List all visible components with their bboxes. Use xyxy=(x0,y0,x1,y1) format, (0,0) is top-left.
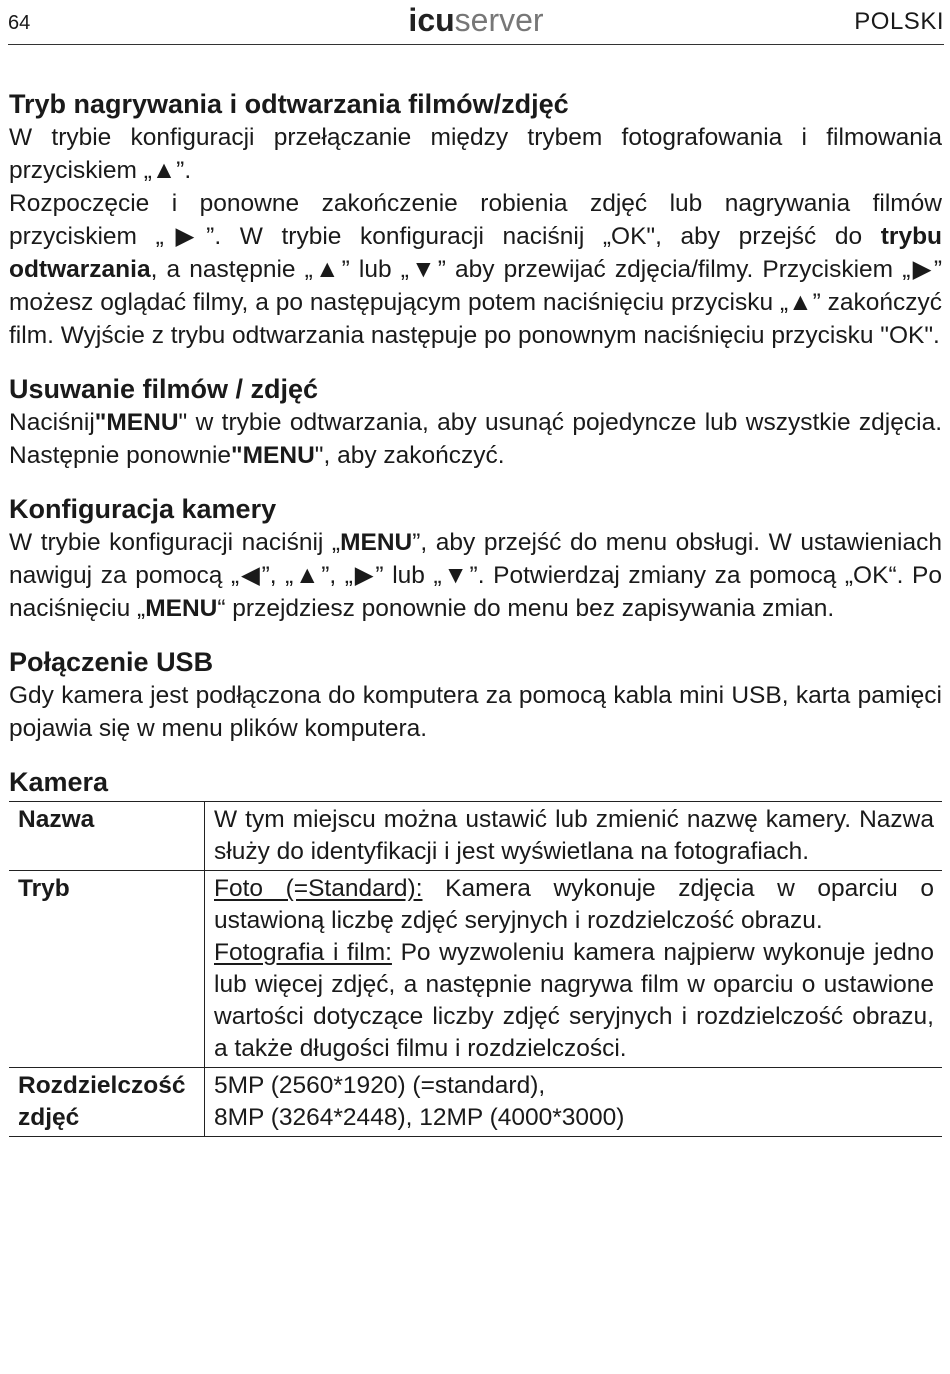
section-camera xyxy=(9,765,942,1137)
section-camera-config xyxy=(9,492,942,625)
bold-term: trybu odtwarzania xyxy=(9,223,942,283)
table-row xyxy=(9,1068,942,1137)
bold-term: "MENU xyxy=(94,409,179,436)
bold-term: MENU xyxy=(340,529,413,556)
text-run: Rozpoczęcie i ponowne zakończenie robienia zdjęć lub nagrywania filmów przyciskiem „▶”. W trybie konfiguracji naciśnij „OK", aby przejść do xyxy=(9,190,942,250)
row-label xyxy=(9,1068,205,1137)
section-title: Kamera xyxy=(9,767,109,797)
mode-photo xyxy=(214,873,934,937)
row-label: Nazwa xyxy=(9,802,205,871)
paragraph xyxy=(9,406,942,472)
logo-bold: icu xyxy=(408,2,455,38)
row-value xyxy=(205,871,943,1068)
section-title: Połączenie USB xyxy=(9,647,214,677)
underlined-term: Fotografia i film: xyxy=(214,939,392,966)
text-run: " w trybie odtwarzania, aby usunąć pojedyncze lub wszystkie zdjęcia. Następnie ponownie xyxy=(9,409,942,469)
section-title: Usuwanie filmów / zdjęć xyxy=(9,374,319,404)
row-value xyxy=(205,1068,943,1137)
text-run: Kamera wykonuje zdjęcia w oparciu o ustawioną liczbę zdjęć seryjnych i rozdzielczość obrazu. xyxy=(214,875,934,934)
mode-photo-video xyxy=(214,937,934,1065)
bold-term: MENU xyxy=(145,595,218,622)
table-row xyxy=(9,802,942,871)
language-label: POLSKI xyxy=(854,8,944,35)
paragraph: W trybie konfiguracji przełączanie między trybem fotografowania i filmowania przyciskiem „▲”. xyxy=(9,124,942,184)
row-value: W tym miejscu można ustawić lub zmienić nazwę kamery. Nazwa służy do identyfikacji i jest wyświetlana na fotografiach. xyxy=(214,806,934,865)
section-title: Konfiguracja kamery xyxy=(9,494,277,524)
text-run: , a następnie „▲” lub „▼” aby przewijać zdjęcia/filmy. Przyciskiem „▶” możesz oglądać filmy, a po następującym potem naciśnięciu przycisku „▲” zakończyć film. Wyjście z trybu odtwarzania następuje po ponownym naciśnięciu przycisku "OK". xyxy=(9,256,942,349)
logo-light: server xyxy=(454,2,544,38)
label-line: Rozdzielczość xyxy=(18,1072,186,1099)
text-run: ", aby zakończyć. xyxy=(314,442,505,469)
text-run: W trybie konfiguracji naciśnij „ xyxy=(9,529,341,556)
row-label: Tryb xyxy=(9,871,205,1068)
brand-logo xyxy=(8,2,944,39)
paragraph xyxy=(9,526,942,625)
section-recording-playback xyxy=(9,87,942,352)
page-number: 64 xyxy=(8,12,31,34)
label-line: zdjęć xyxy=(18,1104,80,1131)
camera-settings-table xyxy=(9,801,942,1137)
text-run: Naciśnij xyxy=(9,409,95,436)
text-run: ”, aby przejść do menu obsługi. W ustawieniach nawiguj za pomocą „◀”, „▲”, „▶” lub „▼”. Potwierdzaj zmiany za pomocą „OK“. Po naciśnięciu „ xyxy=(9,529,943,622)
bold-term: "MENU xyxy=(231,442,315,469)
paragraph: Gdy kamera jest podłączona do komputera za pomocą kabla mini USB, karta pamięci pojawia się w menu plików komputera. xyxy=(9,682,942,742)
page-header xyxy=(8,0,944,45)
paragraph xyxy=(9,187,942,352)
text-run: Po wyzwoleniu kamera najpierw wykonuje jedno lub więcej zdjęć, a następnie nagrywa film w oparciu o ustawione wartości dotyczące liczby zdjęć seryjnych i rozdzielczość obrazu, a także długości filmu i rozdzielczości. xyxy=(214,939,934,1062)
section-title: Tryb nagrywania i odtwarzania filmów/zdjęć xyxy=(9,89,569,119)
value-line: 5MP (2560*1920) (=standard), xyxy=(214,1072,546,1099)
value-line: 8MP (3264*2448), 12MP (4000*3000) xyxy=(214,1104,625,1131)
section-delete xyxy=(9,372,942,472)
table-row xyxy=(9,871,942,1068)
section-usb xyxy=(9,645,942,745)
page-content xyxy=(9,87,942,1137)
text-run: “ przejdziesz ponownie do menu bez zapisywania zmian. xyxy=(217,595,835,622)
underlined-term: Foto (=Standard): xyxy=(214,875,423,902)
